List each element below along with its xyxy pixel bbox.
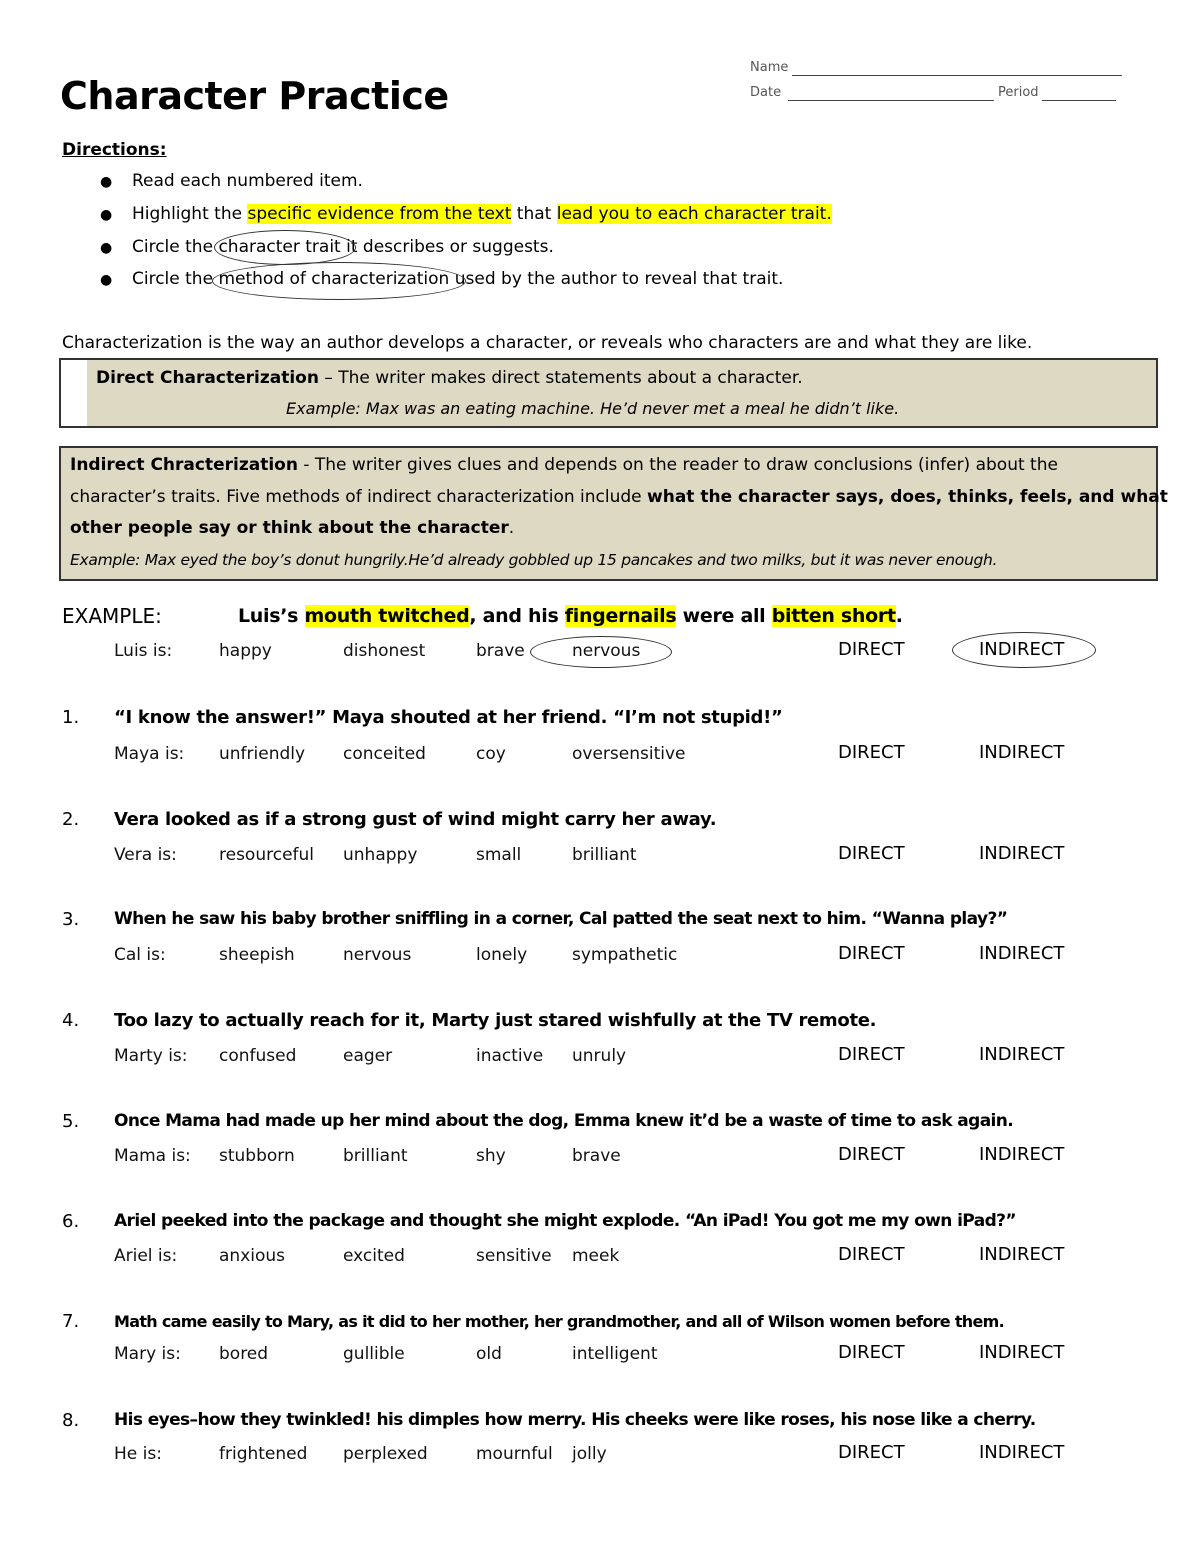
trait-option[interactable]: brave [572, 1146, 621, 1166]
date-field[interactable] [788, 100, 994, 101]
indirect-option[interactable]: INDIRECT [979, 943, 1065, 964]
item-sentence: Vera looked as if a strong gust of wind might carry her away. [114, 809, 717, 830]
item-number: 6. [62, 1211, 80, 1232]
trait-option[interactable]: sheepish [219, 945, 295, 965]
indirect-def-text: character’s traits. Five methods of indirect characterization include [70, 487, 648, 507]
item-number: 1. [62, 707, 80, 728]
indirect-option[interactable]: INDIRECT [979, 1144, 1065, 1165]
trait-option[interactable]: nervous [343, 945, 412, 965]
method-oval [212, 262, 466, 300]
example-highlight: fingernails [564, 605, 677, 627]
item-number: 5. [62, 1111, 80, 1132]
trait-option[interactable]: meek [572, 1246, 620, 1266]
direct-option[interactable]: DIRECT [838, 1342, 905, 1363]
name-field[interactable] [792, 75, 1122, 76]
trait-option[interactable]: brilliant [572, 845, 637, 865]
item-number: 7. [62, 1311, 80, 1332]
example-option[interactable]: dishonest [343, 641, 426, 661]
page-title: Character Practice [60, 74, 449, 118]
character-trait-oval [214, 230, 356, 265]
directions-heading: Directions: [62, 140, 167, 160]
example-option[interactable]: nervous [572, 641, 641, 661]
trait-option[interactable]: anxious [219, 1246, 286, 1266]
trait-option[interactable]: sensitive [476, 1246, 552, 1266]
trait-option[interactable]: brilliant [343, 1146, 408, 1166]
direction-3-text: Circle the [132, 237, 219, 257]
item-sentence: His eyes–how they twinkled! his dimples how merry. His cheeks were like roses, his nose like a cherry. [114, 1410, 1036, 1430]
trait-option[interactable]: stubborn [219, 1146, 295, 1166]
example-subject: Luis is: [114, 641, 173, 661]
trait-option[interactable]: excited [343, 1246, 405, 1266]
bullet-icon: ● [100, 174, 113, 190]
example-highlight: bitten short [771, 605, 896, 627]
indirect-line-1 [70, 455, 1058, 475]
direct-example: Example: Max was an eating machine. He’d never met a meal he didn’t like. [286, 399, 900, 418]
direct-option[interactable]: DIRECT [838, 1244, 905, 1265]
item-sentence: Math came easily to Mary, as it did to her mother, her grandmother, and all of Wilson women before them. [114, 1312, 1004, 1331]
direction-2 [132, 204, 832, 224]
item-subject: Maya is: [114, 744, 185, 764]
example-text: were all [676, 605, 772, 627]
trait-option[interactable]: lonely [476, 945, 528, 965]
direction-3-circled: character trait [218, 237, 341, 257]
direct-option[interactable]: DIRECT [838, 843, 905, 864]
trait-option[interactable]: perplexed [343, 1444, 428, 1464]
example-highlight: mouth twitched [304, 605, 470, 627]
item-subject: He is: [114, 1444, 162, 1464]
item-sentence: “I know the answer!” Maya shouted at her friend. “I’m not stupid!” [114, 707, 783, 728]
example-direct[interactable]: DIRECT [838, 639, 905, 660]
item-subject: Mary is: [114, 1344, 181, 1364]
bullet-icon: ● [100, 207, 113, 223]
name-label: Name [750, 60, 789, 75]
direction-4-circled: method of characterization [218, 269, 450, 289]
trait-option[interactable]: jolly [572, 1444, 607, 1464]
direct-option[interactable]: DIRECT [838, 1044, 905, 1065]
item-sentence: When he saw his baby brother sniffling in a corner, Cal patted the seat next to him. “Wanna play?” [114, 909, 1008, 929]
bullet-icon: ● [100, 272, 113, 288]
indirect-def-text: - The writer gives clues and depends on the reader to draw conclusions (infer) about the [297, 455, 1058, 475]
example-sentence [238, 605, 903, 627]
item-number: 3. [62, 909, 80, 930]
direct-option[interactable]: DIRECT [838, 943, 905, 964]
characterization-definition: Characterization is the way an author develops a character, or reveals who characters are and what they are like. [62, 333, 1033, 353]
trait-option[interactable]: shy [476, 1146, 506, 1166]
direct-term: Direct Characterization [96, 368, 319, 388]
direction-2-highlight-1: specific evidence from the text [247, 204, 512, 224]
example-option[interactable]: brave [476, 641, 525, 661]
trait-option[interactable]: gullible [343, 1344, 405, 1364]
trait-option[interactable]: conceited [343, 744, 426, 764]
direct-option[interactable]: DIRECT [838, 1144, 905, 1165]
trait-option[interactable]: unfriendly [219, 744, 306, 764]
example-text: . [895, 605, 903, 627]
item-sentence: Too lazy to actually reach for it, Marty just stared wishfully at the TV remote. [114, 1010, 877, 1031]
direction-1: Read each numbered item. [132, 171, 363, 191]
direction-3-text: it describes or suggests. [340, 237, 554, 257]
date-label: Date [750, 85, 782, 100]
item-sentence: Once Mama had made up her mind about the dog, Emma knew it’d be a waste of time to ask again. [114, 1111, 1014, 1131]
indirect-option[interactable]: INDIRECT [979, 1244, 1065, 1265]
trait-option[interactable]: intelligent [572, 1344, 658, 1364]
example-answer-oval [530, 636, 672, 668]
indirect-line-3 [70, 518, 514, 538]
direct-option[interactable]: DIRECT [838, 1442, 905, 1463]
trait-option[interactable]: small [476, 845, 522, 865]
direction-2-text: Highlight the [132, 204, 248, 224]
indirect-option[interactable]: INDIRECT [979, 742, 1065, 763]
example-text: , and his [469, 605, 565, 627]
example-indirect[interactable]: INDIRECT [979, 639, 1065, 660]
direction-4-text: used by the author to reveal that trait. [449, 269, 784, 289]
item-subject: Cal is: [114, 945, 166, 965]
item-subject: Marty is: [114, 1046, 188, 1066]
indirect-option[interactable]: INDIRECT [979, 843, 1065, 864]
item-subject: Vera is: [114, 845, 177, 865]
item-number: 8. [62, 1410, 80, 1431]
direct-definition [96, 368, 803, 388]
example-text: Luis’s [238, 605, 305, 627]
example-method-oval [952, 632, 1096, 668]
trait-option[interactable]: sympathetic [572, 945, 678, 965]
bullet-icon: ● [100, 240, 113, 256]
item-subject: Ariel is: [114, 1246, 178, 1266]
trait-option[interactable]: oversensitive [572, 744, 686, 764]
trait-option[interactable]: coy [476, 744, 506, 764]
trait-option[interactable]: eager [343, 1046, 393, 1066]
direct-def-text: – The writer makes direct statements about a character. [318, 368, 803, 388]
indirect-example: Example: Max eyed the boy’s donut hungrily.He’d already gobbled up 15 pancakes and two milks, but it was never enough. [70, 551, 998, 569]
trait-option[interactable]: inactive [476, 1046, 544, 1066]
item-number: 4. [62, 1010, 80, 1031]
direction-2-text: that [511, 204, 557, 224]
indirect-term: Indirect Chracterization [70, 455, 298, 475]
direction-2-highlight-2: lead you to each character trait. [556, 204, 832, 224]
item-subject: Mama is: [114, 1146, 191, 1166]
trait-option[interactable]: confused [219, 1046, 297, 1066]
indirect-methods: what the character says, does, thinks, feels, and what [647, 487, 1168, 507]
period-field[interactable] [1042, 100, 1116, 101]
trait-option[interactable]: frightened [219, 1444, 308, 1464]
trait-option[interactable]: unruly [572, 1046, 627, 1066]
direct-option[interactable]: DIRECT [838, 742, 905, 763]
item-number: 2. [62, 809, 80, 830]
indirect-line-2 [70, 487, 1168, 507]
item-sentence: Ariel peeked into the package and thought she might explode. “An iPad! You got me my own iPad?” [114, 1211, 1016, 1231]
indirect-def-text: . [508, 518, 515, 538]
indirect-option[interactable]: INDIRECT [979, 1044, 1065, 1065]
trait-option[interactable]: bored [219, 1344, 269, 1364]
indirect-methods: other people say or think about the character [70, 518, 509, 538]
indirect-option[interactable]: INDIRECT [979, 1342, 1065, 1363]
example-option[interactable]: happy [219, 641, 272, 661]
period-label: Period [998, 85, 1039, 100]
direction-4-text: Circle the [132, 269, 219, 289]
trait-option[interactable]: unhappy [343, 845, 418, 865]
indirect-option[interactable]: INDIRECT [979, 1442, 1065, 1463]
trait-option[interactable]: mournful [476, 1444, 553, 1464]
trait-option[interactable]: resourceful [219, 845, 315, 865]
trait-option[interactable]: old [476, 1344, 502, 1364]
example-label: EXAMPLE: [62, 604, 162, 628]
